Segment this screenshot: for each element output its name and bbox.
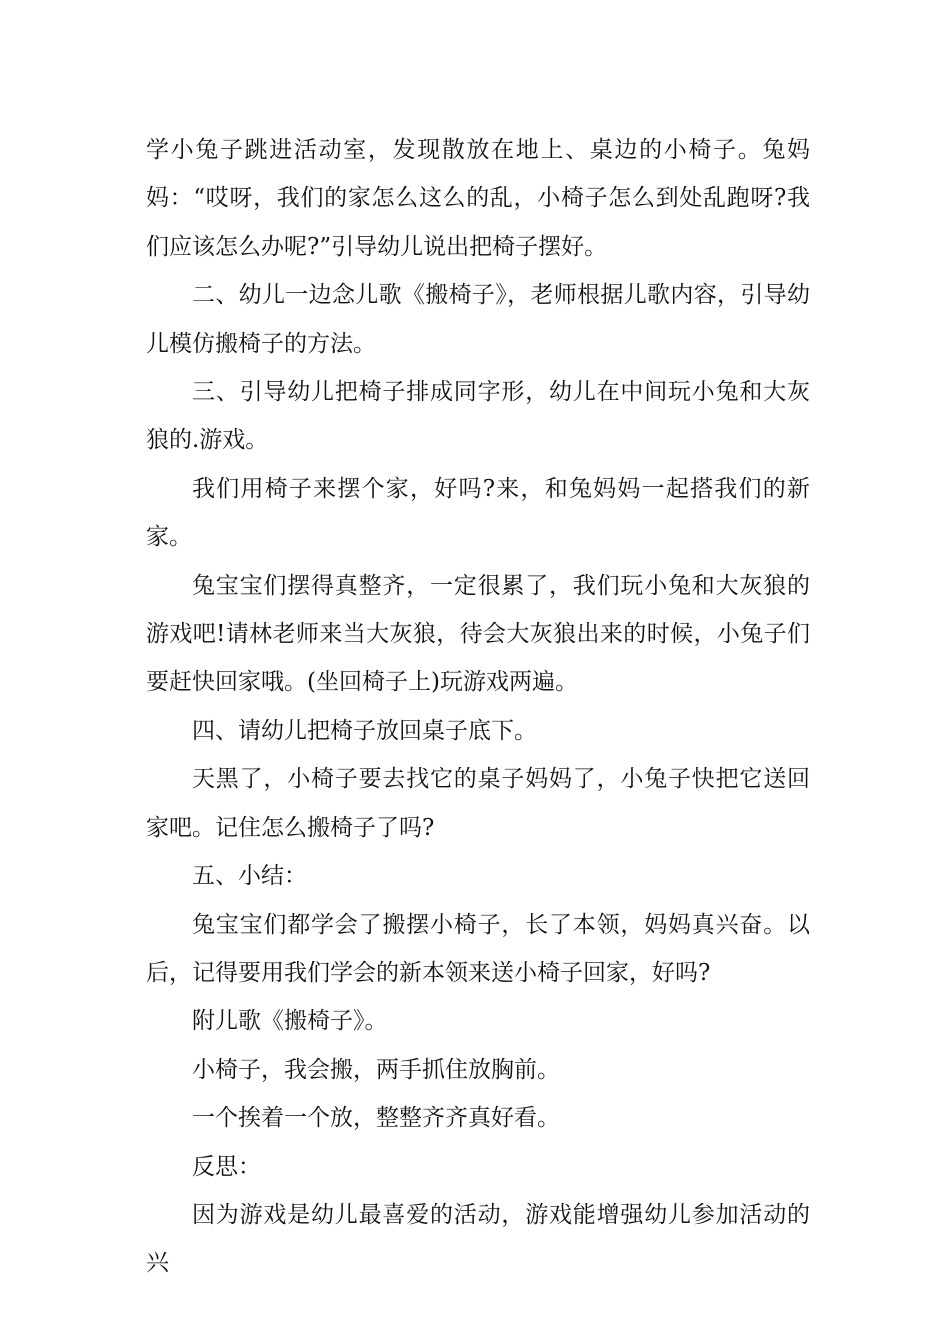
paragraph: 学小兔子跳进活动室，发现散放在地上、桌边的小椅子。兔妈妈：“哎呀，我们的家怎么这么的乱，小椅子怎么到处乱跑呀?我们应该怎么办呢?”引导幼儿说出把椅子摆好。 bbox=[146, 137, 810, 260]
paragraph: 兔宝宝们摆得真整齐，一定很累了，我们玩小兔和大灰狼的游戏吧!请林老师来当大灰狼，待会大灰狼出来的时候，小兔子们要赶快回家哦。(坐回椅子上)玩游戏两遍。 bbox=[146, 572, 810, 696]
paragraph: 附儿歌《搬椅子》。 bbox=[192, 1008, 388, 1035]
paragraph: 五、小结： bbox=[192, 863, 307, 890]
document-body bbox=[146, 126, 810, 1288]
paragraph: 因为游戏是幼儿最喜爱的活动，游戏能增强幼儿参加活动的兴 bbox=[146, 1201, 810, 1277]
paragraph: 天黑了，小椅子要去找它的桌子妈妈了，小兔子快把它送回家吧。记住怎么搬椅子了吗? bbox=[146, 766, 810, 841]
paragraph: 兔宝宝们都学会了搬摆小椅子，长了本领，妈妈真兴奋。以后，记得要用我们学会的新本领来送小椅子回家，好吗? bbox=[146, 911, 810, 986]
paragraph: 我们用椅子来摆个家，好吗?来，和兔妈妈一起搭我们的新家。 bbox=[146, 475, 810, 551]
paragraph: 反思： bbox=[192, 1153, 261, 1180]
paragraph: 二、幼儿一边念儿歌《搬椅子》，老师根据儿歌内容，引导幼儿模仿搬椅子的方法。 bbox=[146, 282, 810, 357]
paragraph: 三、引导幼儿把椅子排成同字形，幼儿在中间玩小兔和大灰狼的.游戏。 bbox=[146, 379, 810, 454]
paragraph: 小椅子，我会搬，两手抓住放胸前。 bbox=[192, 1056, 560, 1083]
paragraph: 一个挨着一个放，整整齐齐真好看。 bbox=[192, 1105, 560, 1132]
paragraph: 四、请幼儿把椅子放回桌子底下。 bbox=[192, 717, 537, 744]
